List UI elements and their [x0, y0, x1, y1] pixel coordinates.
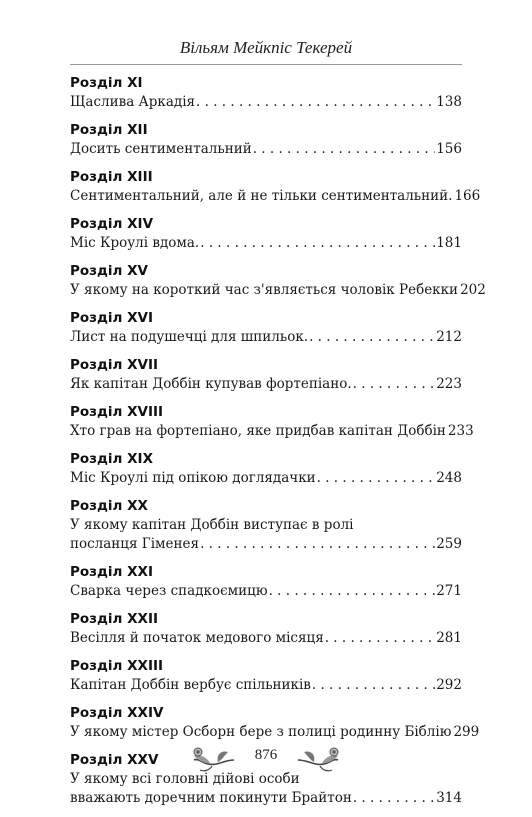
chapter-title-line [70, 629, 462, 648]
dot-leader [312, 676, 435, 695]
toc-entry [70, 121, 462, 159]
chapter-heading: Розділ XXIII [70, 658, 164, 674]
chapter-title: Досить сентиментальний [70, 141, 252, 157]
toc-entry [70, 704, 480, 742]
chapter-title-line [70, 187, 481, 206]
toc-entry [70, 309, 462, 347]
chapter-title: Весілля й початок медового місяця [70, 630, 324, 646]
chapter-title-line [70, 723, 480, 742]
chapter-title-line [70, 328, 462, 347]
chapter-title: У якому на короткий час з'являється чоловік Ребекки [70, 282, 459, 298]
toc-entry [70, 262, 486, 300]
chapter-title: Капітан Доббін вербує спільників [70, 677, 311, 693]
chapter-heading: Розділ XIII [70, 169, 153, 185]
page-ref: 299 [453, 724, 480, 740]
dot-leader [325, 629, 436, 648]
chapter-title-line [70, 140, 462, 159]
dot-leader [200, 234, 435, 253]
page-ref: 156 [436, 141, 462, 157]
chapter-heading: Розділ XVI [70, 310, 154, 326]
chapter-heading: Розділ XVIII [70, 404, 164, 420]
chapter-heading: Розділ XIV [70, 216, 154, 232]
chapter-title-line [70, 516, 462, 535]
page-ref: 202 [460, 282, 486, 298]
toc-entry [70, 563, 462, 601]
page-ref: 292 [436, 677, 462, 693]
chapter-heading: Розділ XX [70, 498, 148, 514]
page-ref: 166 [454, 188, 481, 204]
dot-leader [317, 469, 436, 488]
chapter-title-line [70, 375, 462, 394]
page-ref: 271 [436, 583, 462, 599]
chapter-title: Міс Кроулі вдома. [70, 235, 200, 251]
toc-entry [70, 168, 481, 206]
chapter-title: Щаслива Аркадія [70, 94, 196, 110]
chapter-title: У якому містер Осборн бере з полиці родинну Біблію [70, 724, 452, 740]
page-ref: 248 [436, 470, 462, 486]
toc-entry [70, 215, 462, 253]
chapter-title: Хто грав на фортепіано, яке придбав капітан Доббін [70, 423, 446, 439]
toc-entry [70, 356, 462, 394]
chapter-title-line [70, 422, 474, 441]
chapter-title: Сварка через спадкоємицю [70, 583, 268, 599]
toc-entry [70, 610, 462, 648]
chapter-title: посланця Гіменея [70, 536, 200, 552]
page-ref: 314 [436, 790, 462, 806]
chapter-title-line [70, 469, 462, 488]
page-ref: 223 [436, 376, 462, 392]
chapter-title-line [70, 582, 462, 601]
chapter-heading: Розділ XXIV [70, 705, 164, 721]
page-ref: 233 [447, 423, 474, 439]
page-ref: 212 [436, 329, 462, 345]
dot-leader [353, 375, 436, 394]
toc-entry [70, 657, 462, 695]
toc-entry [70, 403, 474, 441]
header-rule [70, 64, 462, 65]
dot-leader [253, 140, 436, 159]
chapter-title: Міс Кроулі під опікою доглядачки [70, 470, 316, 486]
chapter-heading: Розділ XXII [70, 611, 158, 627]
chapter-title: Як капітан Доббін купував фортепіано. [70, 376, 352, 392]
chapter-heading: Розділ XIX [70, 451, 153, 467]
toc-entry [70, 450, 462, 488]
page-footer [196, 744, 336, 774]
chapter-title: У якому всі головні дійові особи [70, 771, 300, 787]
chapter-title: Сентиментальний, але й не тільки сентиментальний. [70, 188, 453, 204]
chapter-title: Лист на подушечці для шпильок. [70, 329, 309, 345]
chapter-heading: Розділ XII [70, 122, 148, 138]
chapter-title-line [70, 234, 462, 253]
chapter-title: вважають доречним покинути Брайтон [70, 790, 352, 806]
chapter-title-line [70, 281, 486, 300]
page-ref: 281 [436, 630, 462, 646]
page-ref: 138 [436, 94, 462, 110]
toc-entry [70, 74, 462, 112]
chapter-title-line [70, 93, 462, 112]
chapter-title-line [70, 535, 462, 554]
chapter-heading: Розділ XXI [70, 564, 153, 580]
dot-leader [269, 582, 436, 601]
page-ref: 259 [436, 536, 462, 552]
chapter-title-line [70, 676, 462, 695]
page-number: 876 [254, 747, 278, 763]
chapter-heading: Розділ XV [70, 263, 148, 279]
chapter-heading: Розділ XI [70, 75, 143, 91]
toc-entry [70, 497, 462, 554]
dot-leader [309, 328, 435, 347]
page-ref: 181 [436, 235, 462, 251]
chapter-title: У якому капітан Доббін виступає в ролі [70, 517, 354, 533]
dot-leader [196, 93, 435, 112]
dot-leader [200, 535, 435, 554]
chapter-heading: Розділ XXV [70, 752, 159, 768]
page-header: Вільям Мейкпіс Текерей [179, 38, 353, 57]
chapter-heading: Розділ XVII [70, 357, 159, 373]
table-of-contents [70, 74, 486, 817]
